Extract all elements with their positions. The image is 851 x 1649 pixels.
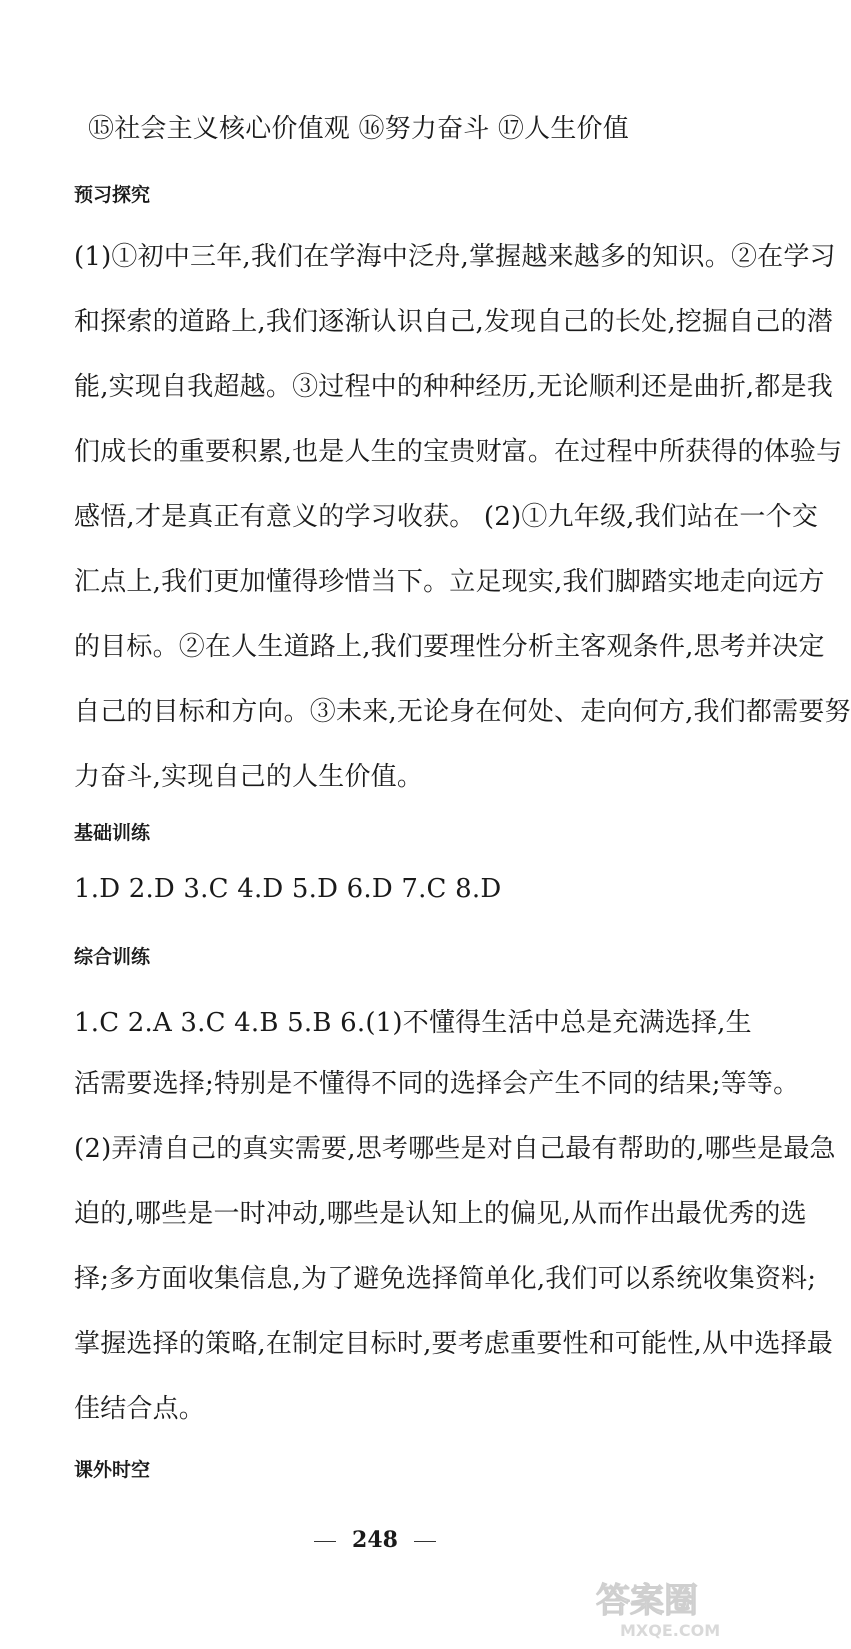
text-line: 自己的目标和方向。③未来,无论身在何处、走向何方,我们都需要努: [74, 697, 851, 727]
watermark-logo-icon: [590, 1574, 740, 1642]
text-line: 活需要选择;特别是不懂得不同的选择会产生不同的结果;等等。: [74, 1069, 800, 1099]
text-line: 能,实现自我超越。③过程中的种种经历,无论顺利还是曲折,都是我: [74, 372, 833, 402]
page-number-footer: [0, 1527, 750, 1553]
footer-dash-right: [414, 1541, 436, 1542]
section-heading-basic: 基础训练: [74, 822, 151, 844]
text-line: 们成长的重要积累,也是人生的宝贵财富。在过程中所获得的体验与: [74, 437, 843, 467]
text-line: 的目标。②在人生道路上,我们要理性分析主客观条件,思考并决定: [74, 632, 825, 662]
page-number: 248: [352, 1527, 398, 1553]
text-line: 迫的,哪些是一时冲动,哪些是认知上的偏见,从而作出最优秀的选: [74, 1199, 807, 1229]
watermark-logo: [590, 1574, 740, 1642]
svg-text:答案圈: 答案圈: [596, 1581, 698, 1621]
text-line: 佳结合点。: [74, 1394, 206, 1424]
footer-dash-left: [314, 1541, 336, 1542]
svg-text:MXQE.COM: MXQE.COM: [620, 1621, 721, 1640]
text-line: 力奋斗,实现自己的人生价值。: [74, 762, 424, 792]
answer-line-top: ⑮社会主义核心价值观 ⑯努力奋斗 ⑰人生价值: [88, 114, 629, 144]
text-line: (1)①初中三年,我们在学海中泛舟,掌握越来越多的知识。②在学习: [74, 242, 836, 272]
section-heading-preview: 预习探究: [74, 184, 151, 206]
text-line: 1.C 2.A 3.C 4.B 5.B 6.(1)不懂得生活中总是充满选择,生: [74, 1008, 752, 1038]
text-line: (2)弄清自己的真实需要,思考哪些是对自己最有帮助的,哪些是最急: [74, 1134, 836, 1164]
text-line: 汇点上,我们更加懂得珍惜当下。立足现实,我们脚踏实地走向远方: [74, 567, 825, 597]
text-line: 和探索的道路上,我们逐渐认识自己,发现自己的长处,挖掘自己的潜: [74, 307, 833, 337]
section-heading-extracurricular: 课外时空: [74, 1459, 151, 1481]
answer-line-basic: 1.D 2.D 3.C 4.D 5.D 6.D 7.C 8.D: [74, 874, 502, 904]
text-line: 感悟,才是真正有意义的学习收获。 (2)①九年级,我们站在一个交: [74, 502, 819, 532]
text-line: 掌握选择的策略,在制定目标时,要考虑重要性和可能性,从中选择最: [74, 1329, 833, 1359]
text-line: 择;多方面收集信息,为了避免选择简单化,我们可以系统收集资料;: [74, 1264, 817, 1294]
section-heading-comprehensive: 综合训练: [74, 946, 151, 968]
